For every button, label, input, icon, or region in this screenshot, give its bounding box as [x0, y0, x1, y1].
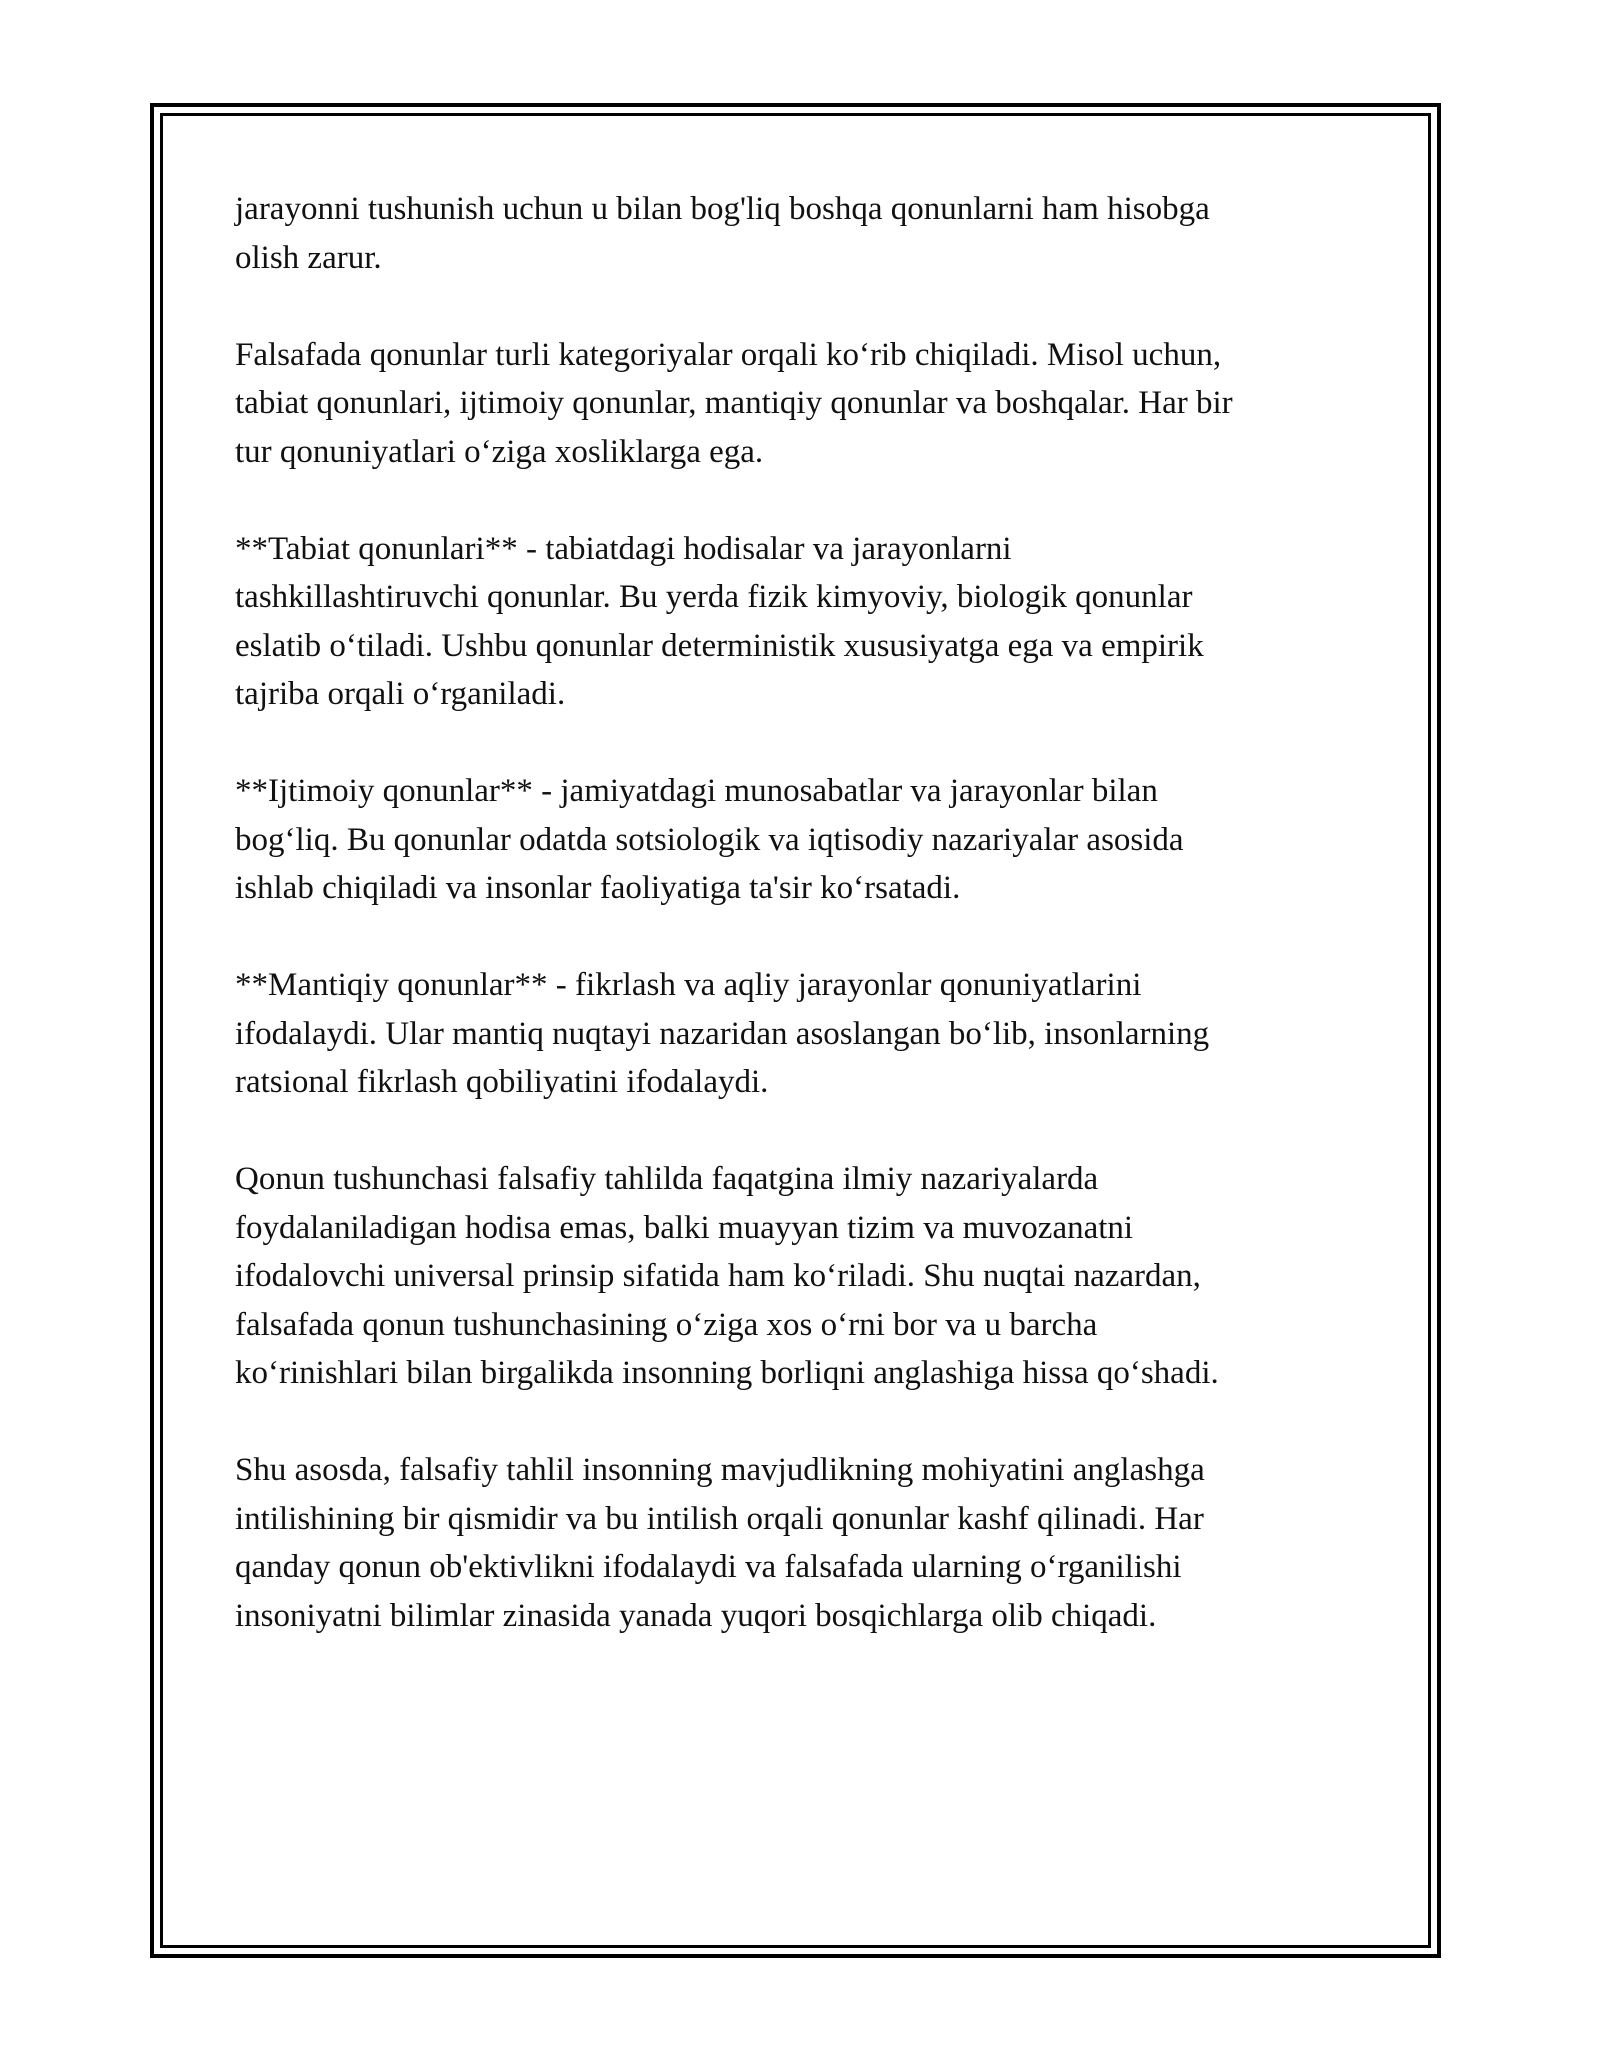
text-line: bog‘liq. Bu qonunlar odatda sotsiologik va iqtisodiy nazariyalar asosida [235, 821, 1184, 858]
paragraph [235, 961, 1365, 1107]
paragraph [235, 331, 1365, 477]
text-line: jarayonni tushunish uchun u bilan bog'liq boshqa qonunlarni ham hisobga [235, 191, 1210, 227]
text-line: tashkillashtiruvchi qonunlar. Bu yerda fizik kimyoviy, biologik qonunlar [235, 579, 1193, 615]
text-line: insoniyatni bilimlar zinasida yanada yuqori bosqichlarga olib chiqadi. [235, 1597, 1157, 1634]
paragraph [235, 185, 1365, 282]
text-line: tur qonuniyatlari o‘ziga xosliklarga ega. [235, 433, 764, 470]
text-line: ratsional fikrlash qobiliyatini ifodalaydi. [235, 1064, 769, 1100]
text-line: olish zarur. [235, 239, 382, 276]
text-line: Shu asosda, falsafiy tahlil insonning mavjudlikning mohiyatini anglashga [235, 1452, 1205, 1488]
text-line: qanday qonun ob'ektivlikni ifodalaydi va falsafada ularning o‘rganilishi [235, 1549, 1182, 1585]
text-line: **Tabiat qonunlari** - tabiatdagi hodisalar va jarayonlarni [235, 530, 1012, 567]
text-line: ko‘rinishlari bilan birgalikda insonning borliqni anglashiga hissa qo‘shadi. [235, 1355, 1219, 1391]
text-line: ifodalaydi. Ular mantiq nuqtayi nazaridan asoslangan bo‘lib, insonlarning [235, 1015, 1210, 1052]
paragraph [235, 525, 1365, 719]
document-body [235, 185, 1365, 1689]
paragraph [235, 767, 1365, 913]
text-line: foydalaniladigan hodisa emas, balki muayyan tizim va muvozanatni [235, 1209, 1134, 1246]
text-line: ifodalovchi universal prinsip sifatida ham ko‘riladi. Shu nuqtai nazardan, [235, 1258, 1201, 1294]
text-line: ishlab chiqiladi va insonlar faoliyatiga ta'sir ko‘rsatadi. [235, 870, 961, 906]
paragraph [235, 1155, 1365, 1398]
text-line: Falsafada qonunlar turli kategoriyalar orqali ko‘rib chiqiladi. Misol uchun, [235, 336, 1222, 373]
text-line: **Mantiqiy qonunlar** - fikrlash va aqliy jarayonlar qonuniyatlarini [235, 967, 1142, 1003]
text-line: intilishining bir qismidir va bu intilish orqali qonunlar kashf qilinadi. Har [235, 1500, 1204, 1537]
text-line: falsafada qonun tushunchasining o‘ziga xos o‘rni bor va u barcha [235, 1306, 1098, 1343]
paragraph [235, 1446, 1365, 1640]
text-line: tajriba orqali o‘rganiladi. [235, 676, 566, 712]
text-line: **Ijtimoiy qonunlar** - jamiyatdagi munosabatlar va jarayonlar bilan [235, 773, 1158, 809]
text-line: tabiat qonunlari, ijtimoiy qonunlar, mantiqiy qonunlar va boshqalar. Har bir [235, 385, 1233, 421]
text-line: eslatib o‘tiladi. Ushbu qonunlar deterministik xususiyatga ega va empirik [235, 627, 1204, 664]
text-line: Qonun tushunchasi falsafiy tahlilda faqatgina ilmiy nazariyalarda [235, 1161, 1099, 1197]
